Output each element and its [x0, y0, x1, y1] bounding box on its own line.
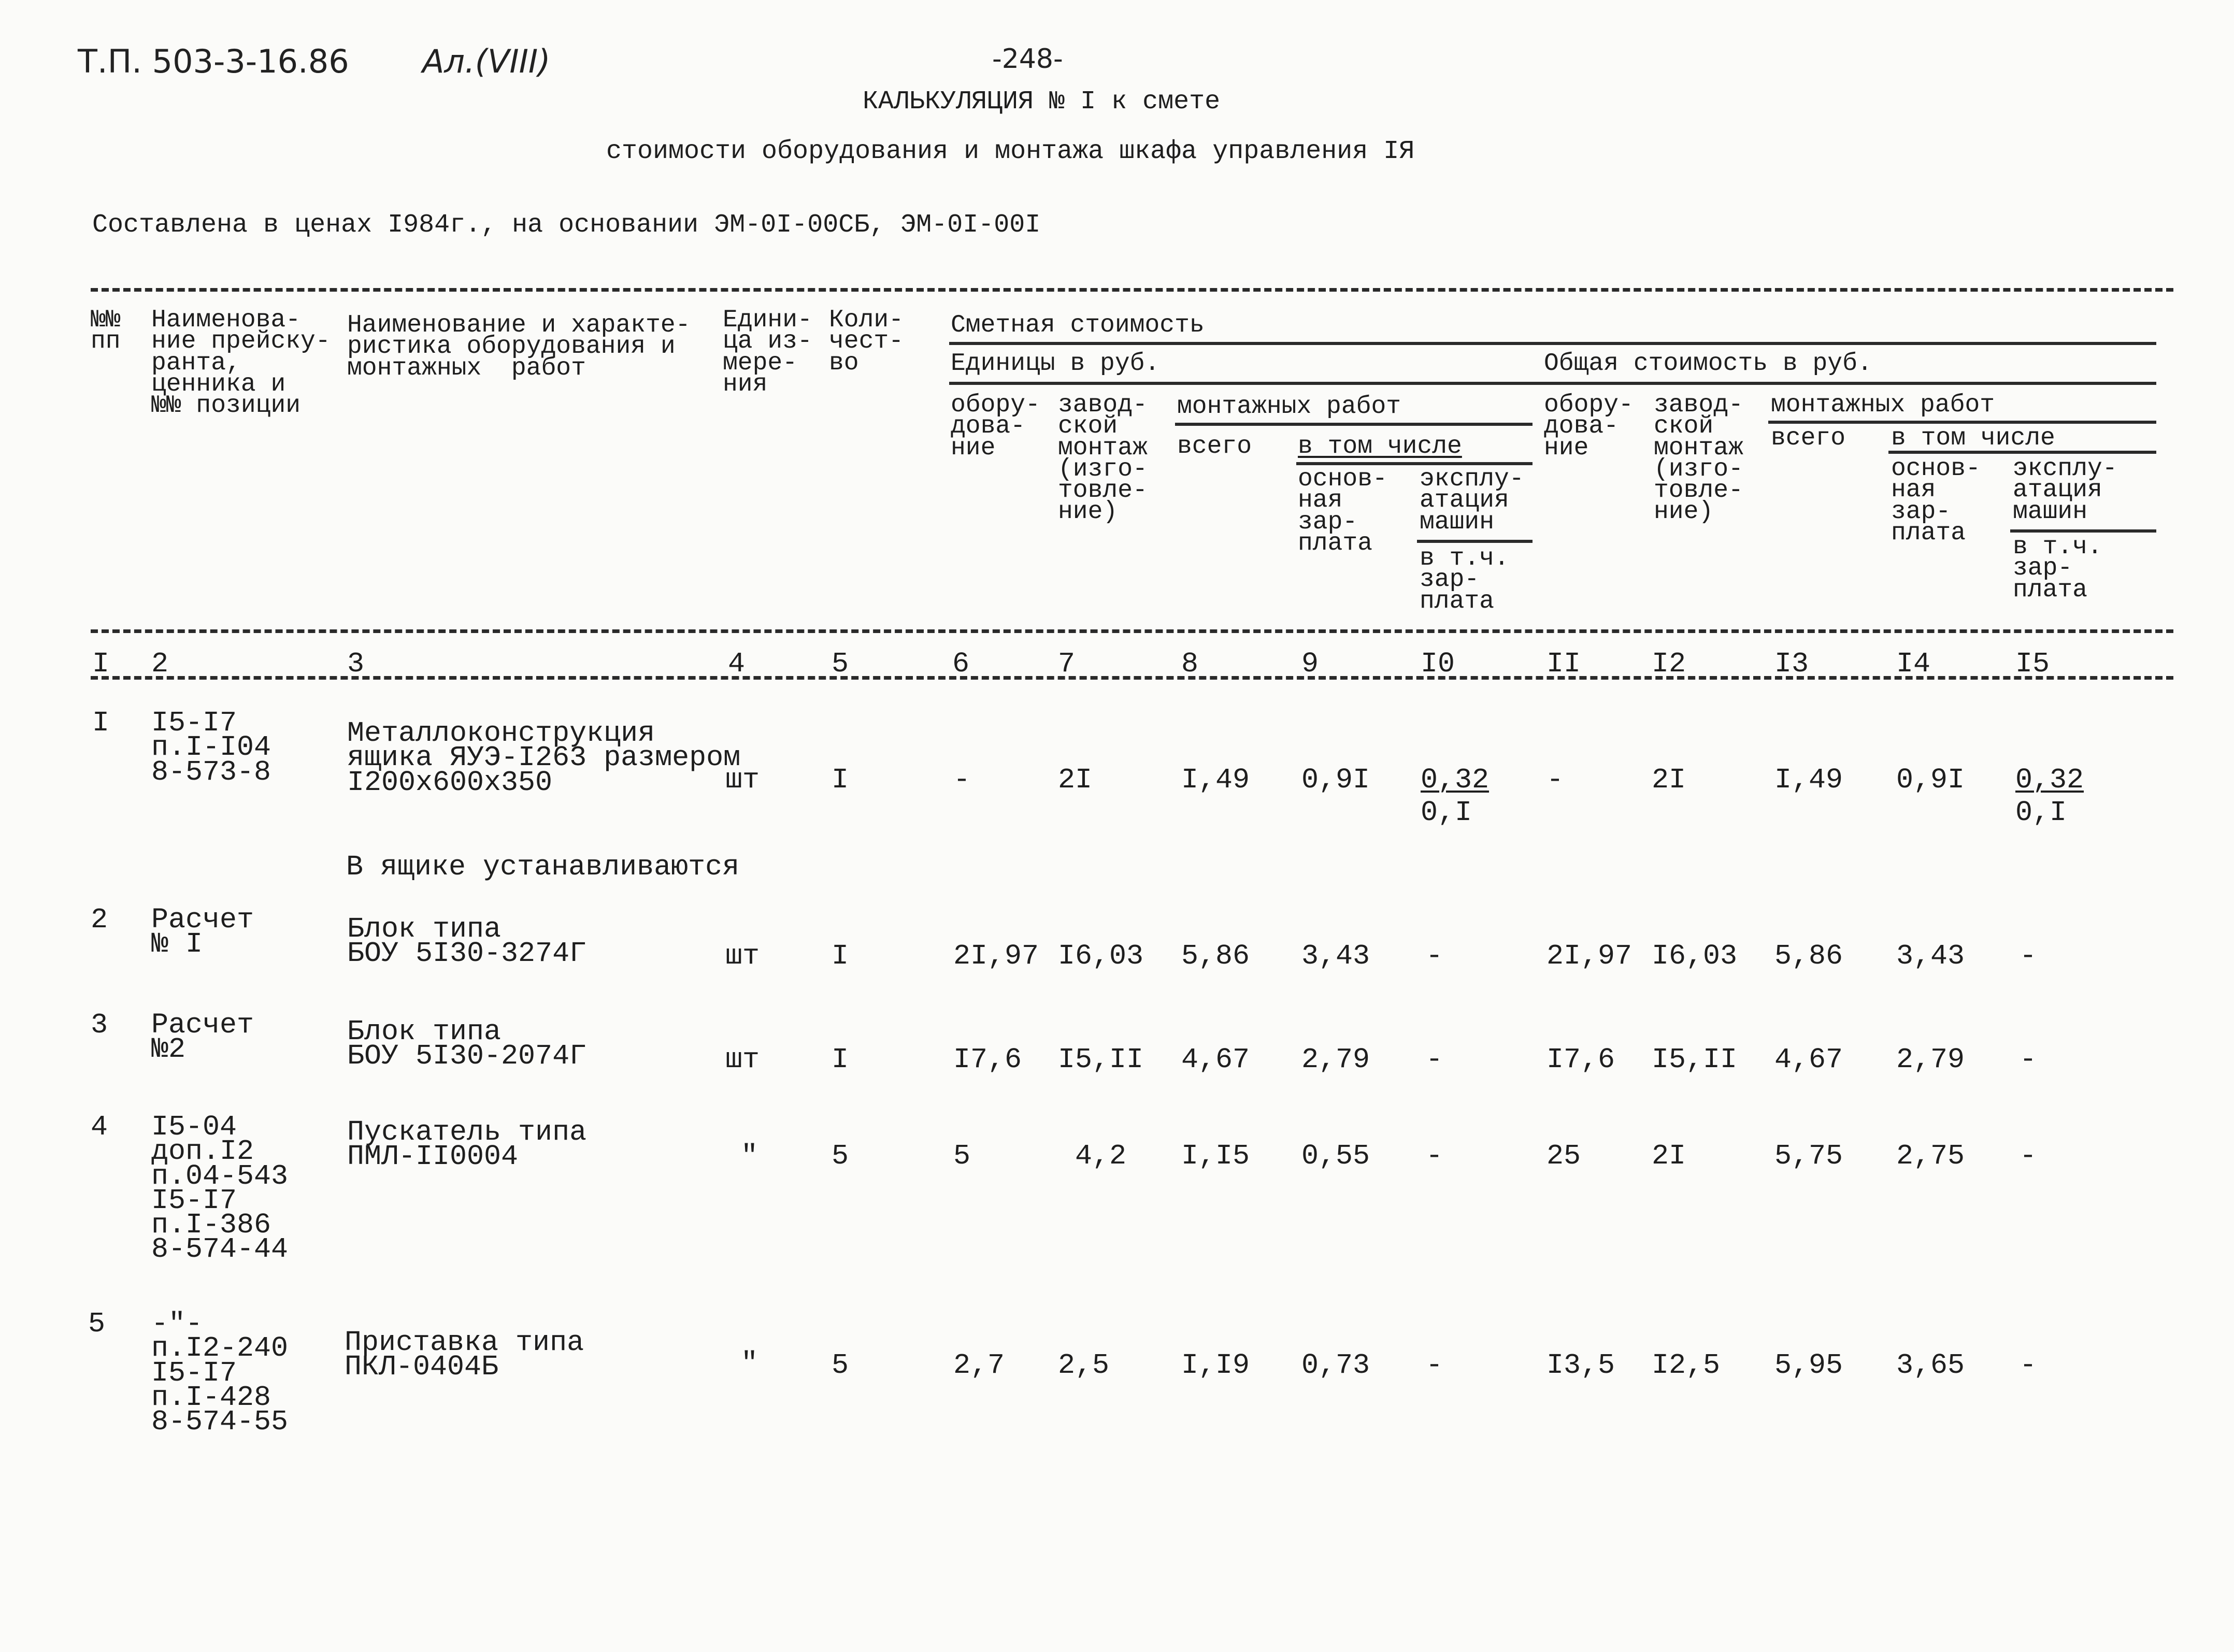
- col-num-12: I2: [1652, 648, 1686, 680]
- row-3-qty: I: [832, 1043, 849, 1076]
- subheading: В ящике устанавливаются: [346, 851, 740, 883]
- rule-under-mount-unit: [1175, 423, 1533, 426]
- row-4-name: Пускатель типа ПМЛ-II0004: [347, 1116, 587, 1173]
- row-5-c8: I,I9: [1181, 1349, 1250, 1382]
- header-pricelist: Наименова- ние прейску- ранта, ценника и №№ позиции: [151, 306, 331, 420]
- header-basic-wage-total: основ- ная зар- плата: [1891, 455, 1981, 547]
- header-equipment-unit: обору- дова- ние: [951, 391, 1040, 462]
- row-4-no: 4: [91, 1111, 108, 1143]
- col-num-14: I4: [1896, 648, 1931, 680]
- col-num-7: 7: [1058, 648, 1076, 680]
- header-top-rule: [91, 288, 2173, 292]
- title-line-2: стоимости оборудования и монтажа шкафа управления IЯ: [606, 137, 1415, 166]
- header-incl-total: в том числе: [1891, 424, 2055, 452]
- header-mount-total: монтажных работ: [1771, 391, 1995, 419]
- row-2-c8: 5,86: [1181, 940, 1250, 972]
- row-4-unit: ": [741, 1140, 758, 1172]
- row-5-pricelist: -"- п.I2-240 I5-I7 п.I-428 8-574-55: [151, 1308, 289, 1439]
- row-5-c13: 5,95: [1774, 1349, 1843, 1382]
- rule-machine-total: [2010, 529, 2156, 533]
- title-line-1: КАЛЬКУЛЯЦИЯ № I к смете: [863, 87, 1221, 117]
- row-2-c9: 3,43: [1301, 940, 1370, 972]
- row-3-c11: I7,6: [1546, 1043, 1615, 1076]
- row-1-c10: 0,32: [1421, 764, 1490, 796]
- rule-under-mount-total: [1768, 421, 2156, 424]
- row-1-c10-wage: 0,I: [1421, 796, 1472, 829]
- row-3-c7: I5,II: [1058, 1043, 1144, 1076]
- row-1-c14: 0,9I: [1896, 764, 1965, 796]
- header-machine-wage-unit: в т.ч. зар- плата: [1420, 544, 1509, 615]
- row-3-no: 3: [91, 1009, 108, 1041]
- header-basic-wage-unit: основ- ная зар- плата: [1298, 465, 1387, 557]
- row-3-c8: 4,67: [1181, 1043, 1250, 1076]
- row-4-c9: 0,55: [1301, 1140, 1370, 1172]
- row-2-c11: 2I,97: [1546, 940, 1632, 972]
- row-3-c15: -: [2020, 1043, 2037, 1076]
- column-number-rule: [91, 676, 2173, 680]
- row-2-c12: I6,03: [1652, 940, 1738, 972]
- col-num-10: I0: [1421, 648, 1455, 680]
- col-num-3: 3: [347, 648, 365, 680]
- header-factory-total: завод- ской монтаж (изго- товле- ние): [1654, 391, 1743, 526]
- header-unit-measure: Едини- ца из- мере- ния: [723, 306, 812, 398]
- row-3-c14: 2,79: [1896, 1043, 1965, 1076]
- row-1-no: I: [92, 707, 110, 739]
- row-4-qty: 5: [832, 1140, 849, 1172]
- row-1-c15: 0,32: [2015, 764, 2084, 796]
- row-2-c10: -: [1426, 940, 1443, 972]
- row-5-c7: 2,5: [1058, 1349, 1110, 1382]
- rule-machine-unit: [1417, 540, 1533, 543]
- col-num-5: 5: [832, 648, 849, 680]
- row-2-c13: 5,86: [1774, 940, 1843, 972]
- row-4-c11: 25: [1546, 1140, 1581, 1172]
- row-5-c11: I3,5: [1546, 1349, 1615, 1382]
- row-5-c14: 3,65: [1896, 1349, 1965, 1382]
- row-3-c10: -: [1426, 1043, 1443, 1076]
- sheet-label: Ал.(VIII): [422, 42, 551, 80]
- row-5-c15: -: [2020, 1349, 2037, 1382]
- row-5-c10: -: [1426, 1349, 1443, 1382]
- rule-under-smeta: [949, 342, 2156, 345]
- row-3-c12: I5,II: [1652, 1043, 1738, 1076]
- row-1-c11: -: [1546, 764, 1564, 796]
- row-4-c10: -: [1426, 1140, 1443, 1172]
- row-5-qty: 5: [832, 1349, 849, 1382]
- row-5-no: 5: [88, 1308, 106, 1340]
- row-1-unit: шт: [725, 764, 760, 796]
- row-5-c12: I2,5: [1652, 1349, 1721, 1382]
- row-2-pricelist: Расчет № I: [151, 903, 254, 961]
- header-machine-wage-total: в т.ч. зар- плата: [2013, 533, 2102, 604]
- header-name: Наименование и характе- ристика оборудования и монтажных работ: [347, 311, 691, 382]
- row-2-c7: I6,03: [1058, 940, 1144, 972]
- header-equipment-total: обору- дова- ние: [1544, 391, 1634, 462]
- row-4-pricelist: I5-04 доп.I2 п.04-543 I5-I7 п.I-386 8-574-44: [151, 1111, 289, 1266]
- row-1-c9: 0,9I: [1301, 764, 1370, 796]
- col-num-11: II: [1546, 648, 1581, 680]
- row-2-c14: 3,43: [1896, 940, 1965, 972]
- col-num-4: 4: [728, 648, 746, 680]
- row-1-c13: I,49: [1774, 764, 1843, 796]
- row-5-name: Приставка типа ПКЛ-0404Б: [345, 1326, 584, 1384]
- row-2-c15: -: [2020, 940, 2037, 972]
- row-4-c6: 5: [953, 1140, 971, 1172]
- row-1-c8: I,49: [1181, 764, 1250, 796]
- header-unit-cost: Единицы в руб.: [951, 350, 1160, 378]
- header-estimated-cost: Сметная стоимость: [951, 311, 1205, 339]
- col-num-1: I: [92, 648, 110, 680]
- row-1-qty: I: [832, 764, 849, 796]
- row-4-c8: I,I5: [1181, 1140, 1250, 1172]
- header-factory-unit: завод- ской монтаж (изго- товле- ние): [1058, 391, 1148, 526]
- row-2-unit: шт: [725, 940, 760, 972]
- col-num-2: 2: [151, 648, 169, 680]
- row-5-unit: ": [741, 1347, 758, 1380]
- row-5-c6: 2,7: [953, 1349, 1005, 1382]
- row-1-c15-wage: 0,I: [2015, 796, 2067, 829]
- col-num-9: 9: [1301, 648, 1319, 680]
- page-number: -248-: [992, 44, 1063, 75]
- header-bottom-rule: [91, 629, 2173, 633]
- row-3-c6: I7,6: [953, 1043, 1022, 1076]
- col-num-6: 6: [952, 648, 970, 680]
- col-num-13: I3: [1774, 648, 1809, 680]
- row-1-name: Металлоконструкция ящика ЯУЭ-I263 размером I200х600х350: [347, 717, 741, 799]
- header-total-mount-total: всего: [1771, 424, 1846, 452]
- row-3-c9: 2,79: [1301, 1043, 1370, 1076]
- row-4-c13: 5,75: [1774, 1140, 1843, 1172]
- header-mount-unit: монтажных работ: [1177, 393, 1401, 421]
- row-4-c14: 2,75: [1896, 1140, 1965, 1172]
- header-incl-unit: в том числе: [1298, 433, 1462, 461]
- row-4-c15: -: [2020, 1140, 2037, 1172]
- row-4-c12: 2I: [1652, 1140, 1686, 1172]
- row-2-qty: I: [832, 940, 849, 972]
- header-total-cost: Общая стоимость в руб.: [1544, 350, 1872, 378]
- header-total-mount-unit: всего: [1177, 433, 1252, 461]
- row-3-name: Блок типа БОУ 5I30-2074Г: [347, 1015, 587, 1073]
- row-2-name: Блок типа БОУ 5I30-3274Г: [347, 913, 587, 970]
- row-2-no: 2: [91, 903, 108, 936]
- row-4-c7: 4,2: [1075, 1140, 1127, 1172]
- rule-under-unit-total: [949, 382, 2156, 385]
- row-3-c13: 4,67: [1774, 1043, 1843, 1076]
- row-1-c7: 2I: [1058, 764, 1093, 796]
- row-1-pricelist: I5-I7 п.I-I04 8-573-8: [151, 707, 271, 788]
- row-2-c6: 2I,97: [953, 940, 1039, 972]
- row-1-c12: 2I: [1652, 764, 1686, 796]
- col-num-8: 8: [1181, 648, 1199, 680]
- basis-note: Составлена в ценах I984г., на основании ЭМ-0I-00СБ, ЭМ-0I-00I: [92, 210, 1041, 240]
- row-3-unit: шт: [725, 1043, 760, 1076]
- header-quantity: Коли- чест- во: [829, 306, 904, 377]
- header-machine-total: эксплу- атация машин: [2013, 455, 2117, 526]
- row-5-c9: 0,73: [1301, 1349, 1370, 1382]
- header-machine-unit: эксплу- атация машин: [1420, 465, 1524, 536]
- col-num-15: I5: [2015, 648, 2050, 680]
- project-code: Т.П. 503-3-16.86: [78, 42, 349, 80]
- row-1-c6: -: [953, 764, 971, 796]
- row-3-pricelist: Расчет №2: [151, 1009, 254, 1066]
- header-no: №№ пп: [91, 306, 121, 356]
